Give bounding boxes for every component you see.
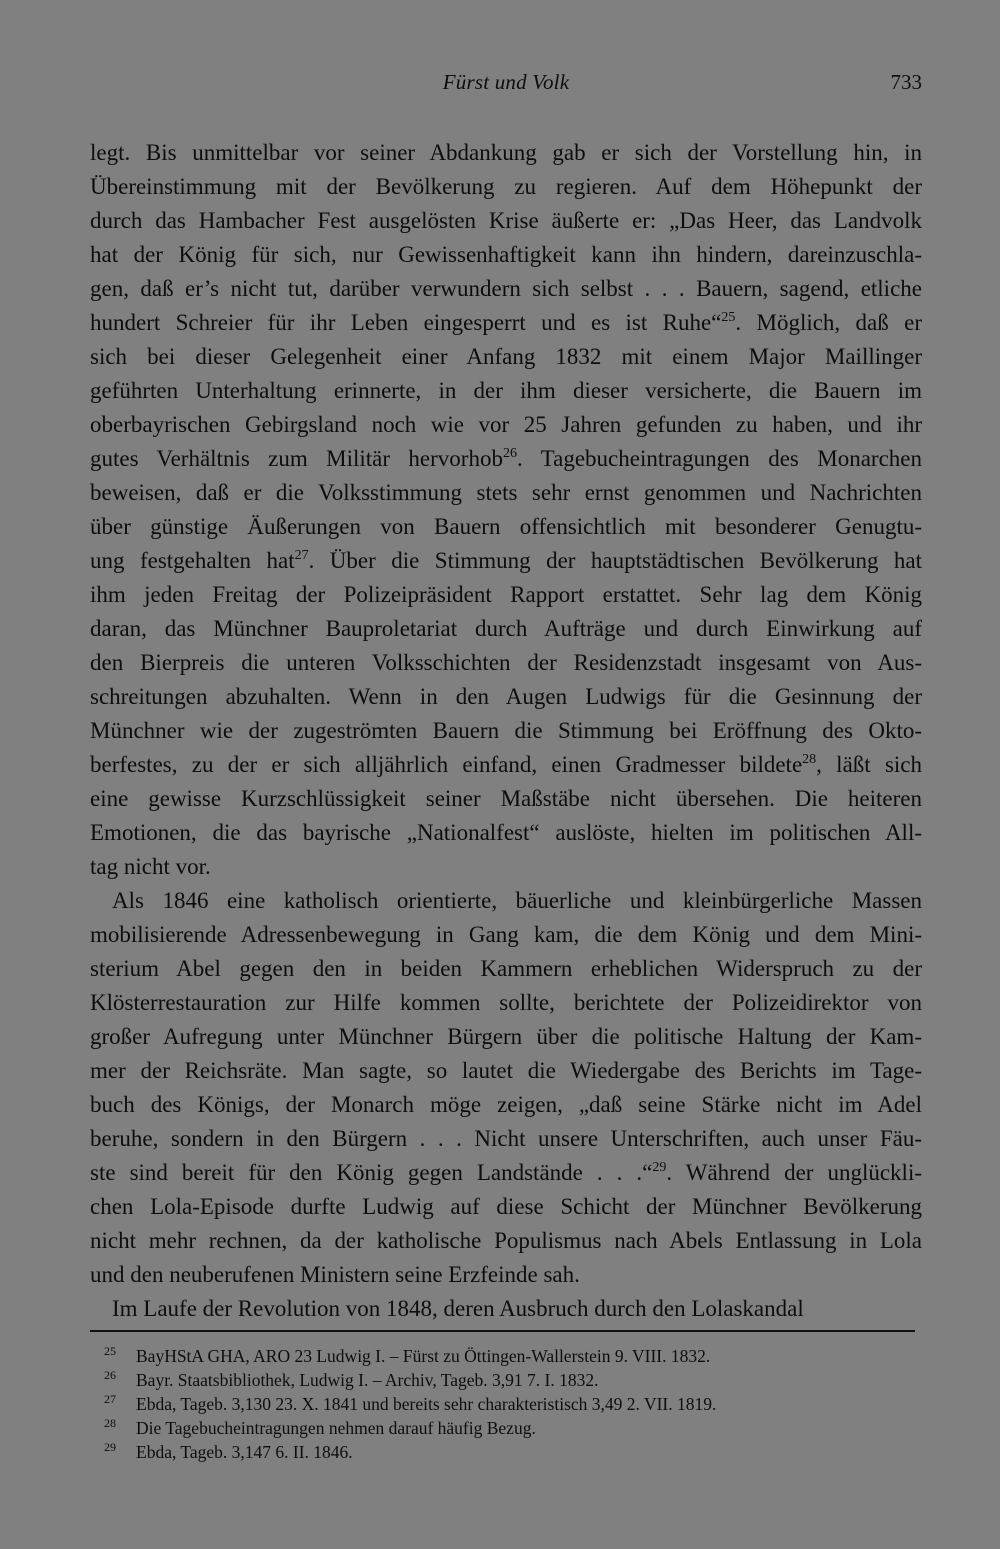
text-line: ihm jeden Freitag der Polizeipräsident Rapport erstattet. Sehr lag dem König (90, 582, 922, 607)
text-line: buch des Königs, der Monarch möge zeigen, „daß seine Stärke nicht im Adel (90, 1092, 922, 1117)
text-line: chen Lola-Episode durfte Ludwig auf diese Schicht der Münchner Bevölkerung (90, 1194, 922, 1219)
footnote-text: BayHStA GHA, ARO 23 Ludwig I. – Fürst zu Öttingen-Wallerstein 9. VIII. 1832. (136, 1346, 711, 1366)
text-line: schreitungen abzuhalten. Wenn in den Augen Ludwigs für die Gesinnung der (90, 684, 922, 709)
text-segment: . Über die Stimmung der hauptstädtischen Bevölkerung hat (308, 548, 922, 573)
footnote-text: Ebda, Tageb. 3,147 6. II. 1846. (136, 1442, 353, 1462)
text-line (90, 306, 922, 340)
running-title: Fürst und Volk (442, 70, 570, 94)
text-segment: . Tagebucheintragungen des Monarchen (516, 446, 922, 471)
footnote-text: Die Tagebucheintragungen nehmen darauf häufig Bezug. (136, 1418, 536, 1438)
text-line (90, 442, 922, 476)
text-line: geführten Unterhaltung erinnerte, in der ihm dieser versicherte, die Bauern im (90, 378, 922, 403)
text-line: Übereinstimmung mit der Bevölkerung zu regieren. Auf dem Höhepunkt der (90, 174, 922, 199)
text-line: mobilisierende Adressenbewegung in Gang kam, die dem König und dem Mini- (90, 922, 922, 947)
text-line: beweisen, daß er die Volksstimmung stets sehr ernst genommen und Nachrichten (90, 480, 922, 505)
text-segment: . Während der unglückli- (666, 1160, 922, 1185)
footnote: 25 BayHStA GHA, ARO 23 Ludwig I. – Fürst zu Öttingen-Wallerstein 9. VIII. 1832. (104, 1344, 711, 1366)
footnote-reference[interactable]: 28 (802, 752, 817, 767)
text-line: beruhe, sondern in den Bürgern . . . Nicht unsere Unterschriften, auch unser Fäu- (90, 1126, 922, 1151)
text-segment: ste sind bereit für den König gegen Landstände . . .“ (90, 1160, 653, 1185)
footnote: 26 Bayr. Staatsbibliothek, Ludwig I. – Archiv, Tageb. 3,91 7. I. 1832. (104, 1368, 599, 1390)
text-line: Klösterrestauration zur Hilfe kommen sollte, berichtete der Polizeidirektor von (90, 990, 922, 1015)
text-line: und den neuberufenen Ministern seine Erzfeinde sah. (90, 1262, 580, 1287)
footnote: 29 Ebda, Tageb. 3,147 6. II. 1846. (104, 1440, 353, 1462)
text-line: Münchner wie der zugeströmten Bauern die Stimmung bei Eröffnung des Okto- (90, 718, 922, 743)
running-head (90, 70, 922, 106)
text-line: eine gewisse Kurzschlüssigkeit seiner Maßstäbe nicht übersehen. Die heiteren (90, 786, 922, 811)
body-text (90, 136, 922, 1326)
page-number: 733 (890, 70, 922, 94)
text-line (90, 544, 922, 578)
footnote-text: Bayr. Staatsbibliothek, Ludwig I. – Archiv, Tageb. 3,91 7. I. 1832. (136, 1370, 599, 1390)
text-line: Als 1846 eine katholisch orientierte, bäuerliche und kleinbürgerliche Massen (112, 888, 922, 913)
text-line: sterium Abel gegen den in beiden Kammern erheblichen Widerspruch zu der (90, 956, 922, 981)
text-line: oberbayrischen Gebirgsland noch wie vor 25 Jahren gefunden zu haben, und ihr (90, 412, 922, 437)
footnote-divider (90, 1330, 915, 1332)
text-line: sich bei dieser Gelegenheit einer Anfang 1832 mit einem Major Maillinger (90, 344, 922, 369)
text-line: über günstige Äußerungen von Bauern offensichtlich mit besonderer Genugtu- (90, 514, 922, 539)
footnote-reference[interactable]: 26 (502, 446, 517, 461)
text-line: großer Aufregung unter Münchner Bürgern über die politische Haltung der Kam- (90, 1024, 922, 1049)
text-line: durch das Hambacher Fest ausgelösten Krise äußerte er: „Das Heer, das Landvolk (90, 208, 922, 233)
footnote-reference[interactable]: 29 (652, 1160, 667, 1175)
text-line (90, 1156, 922, 1190)
footnote-text: Ebda, Tageb. 3,130 23. X. 1841 und bereits sehr charakteristisch 3,49 2. VII. 1819. (136, 1394, 717, 1414)
text-line: den Bierpreis die unteren Volksschichten der Residenzstadt insgesamt von Aus- (90, 650, 922, 675)
text-segment: . Möglich, daß er (735, 310, 923, 335)
text-line: legt. Bis unmittelbar vor seiner Abdankung gab er sich der Vorstellung hin, in (90, 140, 922, 165)
text-line: tag nicht vor. (90, 854, 211, 879)
text-segment: gutes Verhältnis zum Militär hervorhob (90, 446, 503, 471)
text-line: Im Laufe der Revolution von 1848, deren Ausbruch durch den Lolaskandal (112, 1296, 804, 1321)
footnote-reference[interactable]: 25 (721, 310, 736, 325)
text-line (90, 748, 922, 782)
text-segment: hundert Schreier für ihr Leben eingesperrt und es ist Ruhe“ (90, 310, 722, 335)
text-segment: , läßt sich (816, 752, 922, 777)
text-line: Emotionen, die das bayrische „Nationalfest“ auslöste, hielten im politischen All- (90, 820, 922, 845)
text-line: mer der Reichsräte. Man sagte, so lautet die Wiedergabe des Berichts im Tage- (90, 1058, 922, 1083)
footnotes (104, 1344, 904, 1464)
text-line: daran, das Münchner Bauproletariat durch Aufträge und durch Einwirkung auf (90, 616, 922, 641)
text-segment: berfestes, zu der er sich alljährlich einfand, einen Gradmesser bildete (90, 752, 803, 777)
paragraph (90, 884, 922, 1292)
footnote: 28 Die Tagebucheintragungen nehmen darauf häufig Bezug. (104, 1416, 536, 1438)
paragraph (90, 136, 922, 884)
footnote: 27 Ebda, Tageb. 3,130 23. X. 1841 und bereits sehr charakteristisch 3,49 2. VII. 1819. (104, 1392, 717, 1414)
text-line: gen, daß er’s nicht tut, darüber verwundern sich selbst . . . Bauern, sagend, etliche (90, 276, 922, 301)
text-line: hat der König für sich, nur Gewissenhaftigkeit kann ihn hindern, dareinzuschla- (90, 242, 922, 267)
text-segment: ung festgehalten hat (90, 548, 295, 573)
text-line: nicht mehr rechnen, da der katholische Populismus nach Abels Entlassung in Lola (90, 1228, 922, 1253)
paragraph (90, 1292, 922, 1326)
footnote-reference[interactable]: 27 (294, 548, 309, 563)
